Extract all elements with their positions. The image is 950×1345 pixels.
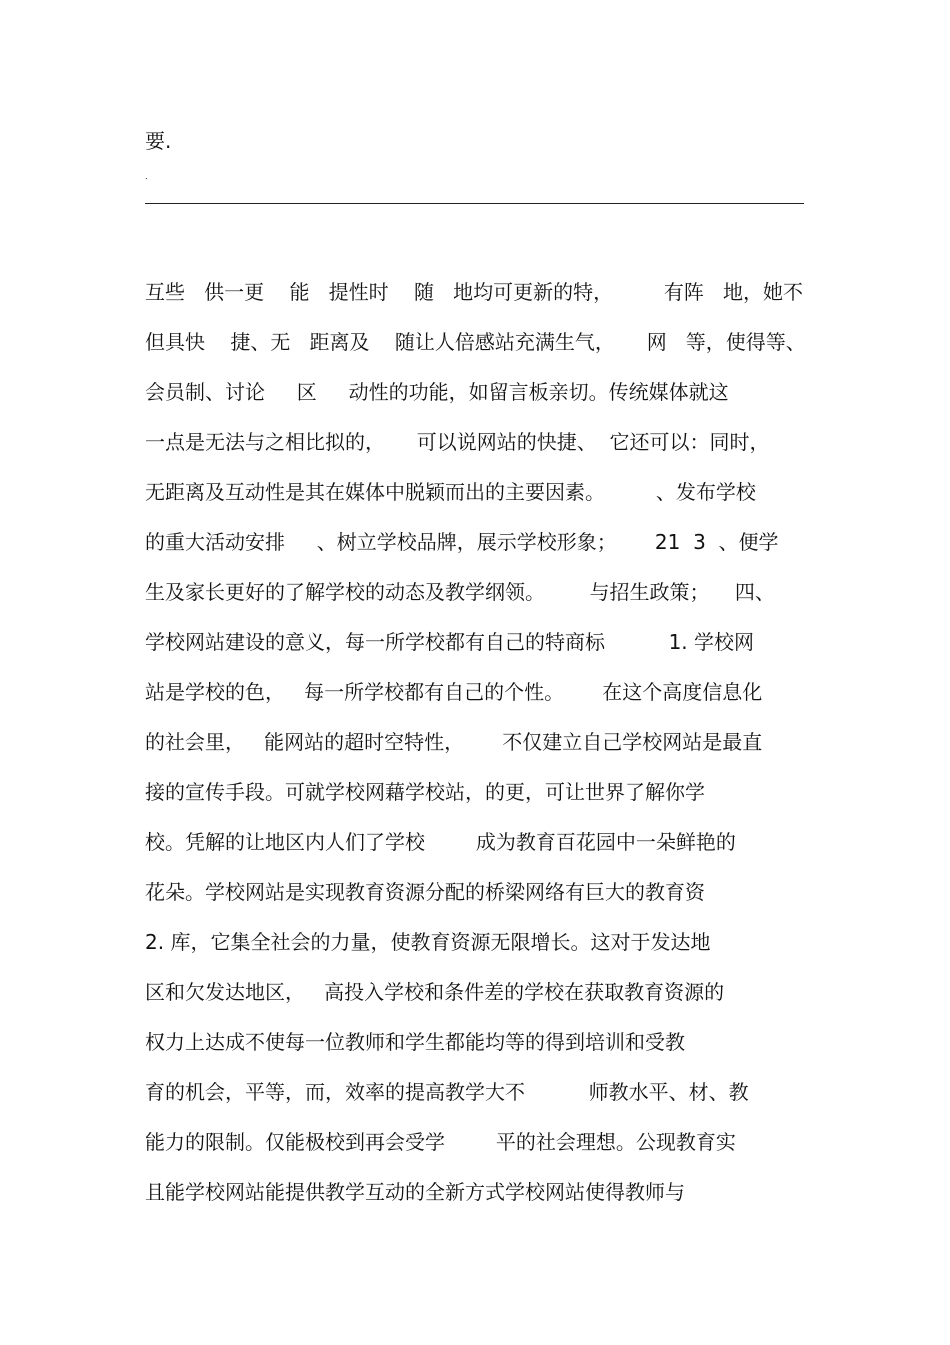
text-line: 互些 供一更 能 提性时 随 地均可更新的特， 有阵 地，她不 — [145, 280, 804, 304]
text-line: 一点是无法与之相比拟的， 可以说网站的快捷、 它还可以：同时， — [145, 430, 770, 454]
text-line: 学校网站建设的意义，每一所学校都有自己的特商标 1. 学校网 — [145, 630, 755, 654]
text-line: 但具快 捷、无 距离及 随让人倍感站充满生气， 网 等，使得等、 — [145, 330, 806, 354]
text-line: 生及家长更好的了解学校的动态及教学纲领。 与招生政策； 四、 — [145, 580, 775, 604]
header-divider — [145, 203, 804, 204]
text-line: 能力的限制。仅能极校到再会受学 平的社会理想。公现教育实 — [145, 1130, 736, 1154]
text-line: 区和欠发达地区， 高投入学校和条件差的学校在获取教育资源的 — [145, 980, 725, 1004]
text-line: 无距离及互动性是其在媒体中脱颖而出的主要因素。 、发布学校 — [145, 480, 756, 504]
text-line: 校。凭解的让地区内人们了学校 成为教育百花园中一朵鲜艳的 — [145, 830, 736, 854]
text-line: 的社会里， 能网站的超时空特性， 不仅建立自己学校网站是最直 — [145, 730, 763, 754]
text-line: 权力上达成不使每一位教师和学生都能均等的得到培训和受教 — [145, 1030, 685, 1054]
text-line: 花朵。学校网站是实现教育资源分配的桥梁网络有巨大的教育资 — [145, 880, 705, 904]
text-line: 会员制、讨论 区 动性的功能，如留言板亲切。传统媒体就这 — [145, 380, 729, 404]
text-line: 的重大活动安排 、树立学校品牌，展示学校形象； 21 3 、便学 — [145, 530, 779, 554]
text-line: 育的机会，平等，而，效率的提高教学大不 师教水平、材、教 — [145, 1080, 749, 1104]
text-line: 站是学校的色， 每一所学校都有自己的个性。 在这个高度信息化 — [145, 680, 763, 704]
header-dot: . — [145, 172, 148, 181]
text-line: 接的宣传手段。可就学校网藉学校站，的更，可让世界了解你学 — [145, 780, 705, 804]
body-text — [145, 272, 815, 1222]
text-line: 2. 库，它集全社会的力量，使教育资源无限增长。这对于发达地 — [145, 930, 711, 954]
text-line: 且能学校网站能提供教学互动的全新方式学校网站使得教师与 — [145, 1180, 685, 1204]
header-text: 要. — [145, 129, 172, 153]
